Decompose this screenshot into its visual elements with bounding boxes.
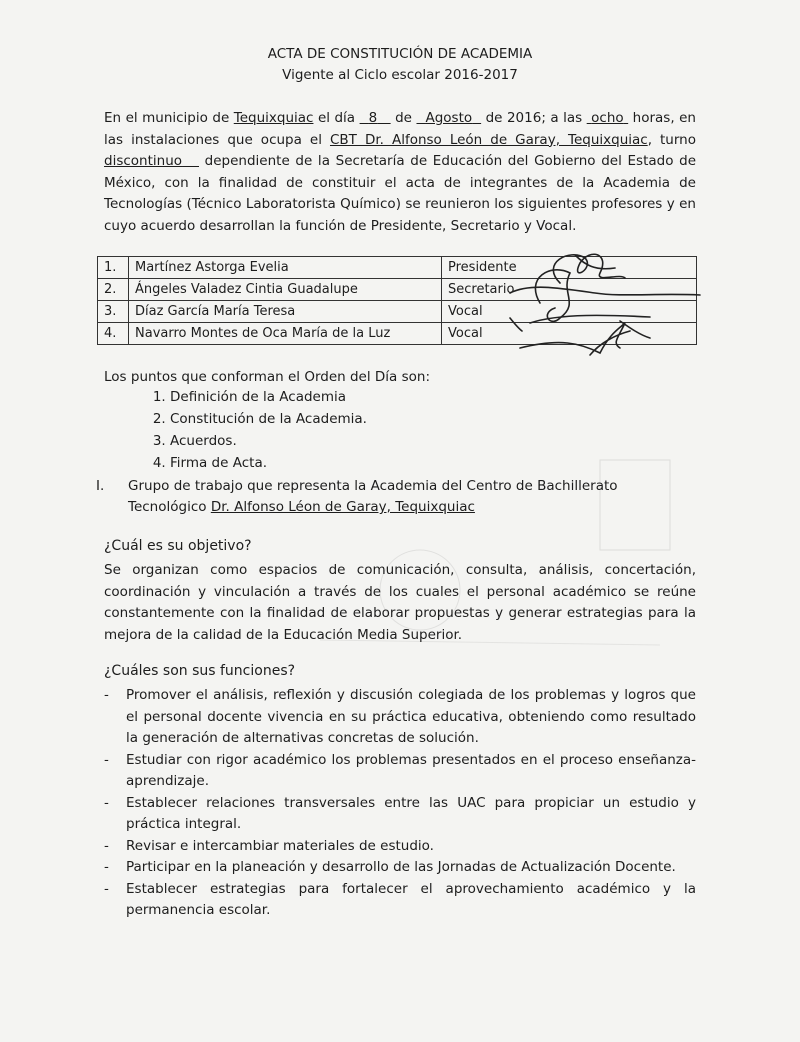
list-item: - Participar en la planeación y desarrollo de las Jornadas de Actualización Docente. [104, 859, 676, 875]
grupo-line-1: Grupo de trabajo que representa la Academia del Centro de Bachillerato [128, 478, 618, 494]
member-name: Ángeles Valadez Cintia Guadalupe [129, 279, 442, 301]
grupo-text [128, 476, 618, 518]
list-item: - Establecer estrategias para fortalecer el aprovechamiento académico y la permanencia escolar. [104, 880, 696, 918]
list-item: 3. Acuerdos. [170, 430, 367, 452]
member-name: Navarro Montes de Oca María de la Luz [129, 323, 442, 345]
list-item: 1. Definición de la Academia [170, 386, 367, 408]
member-role: Presidente [442, 257, 697, 279]
orden-list [148, 386, 367, 474]
grupo-section [96, 476, 618, 518]
municipio-field: Tequixquiac [233, 110, 314, 126]
member-role: Secretario [442, 279, 697, 301]
grupo-line-2: Tecnológico Dr. Alfonso Léon de Garay, Tequixquiac [128, 499, 475, 515]
hora-field: ocho [591, 110, 624, 126]
turno-field: discontinuo [104, 153, 183, 169]
signature-3 [520, 315, 650, 355]
member-role: Vocal [442, 323, 697, 345]
handwritten-signatures [500, 243, 710, 368]
list-item: - Revisar e intercambiar materiales de estudio. [104, 837, 434, 854]
member-number: 4. [98, 323, 129, 345]
funciones-heading: ¿Cuáles son sus funciones? [104, 663, 296, 679]
signature-4 [510, 318, 650, 338]
dia-field: 8 [368, 110, 378, 126]
document-title: ACTA DE CONSTITUCIÓN DE ACADEMIA [267, 46, 533, 62]
roman-numeral: I. [96, 478, 105, 494]
member-number: 3. [98, 301, 129, 323]
document-subtitle: Vigente al Ciclo escolar 2016-2017 [282, 67, 518, 83]
objetivo-paragraph: Se organizan como espacios de comunicación, consulta, análisis, concertación, coordinación y vinculación a través de los cuales el personal académico se reúne constantemente con la finalidad de elaborar propuestas y generar estrategias para la mejora de la calidad de la Educación Media Superior. [104, 562, 696, 643]
list-item: - Establecer relaciones transversales entre las UAC para propiciar un estudio y práctica integral. [104, 794, 696, 832]
funciones-list [104, 685, 696, 922]
list-item: - Promover el análisis, reflexión y discusión colegiada de los problemas y logros que el personal docente vivencia en su práctica educativa, obteniendo como resultado la generación de alternativas concretas de solución. [104, 687, 696, 746]
member-number: 2. [98, 279, 129, 301]
mes-field: Agosto [425, 110, 473, 126]
intro-paragraph: En el municipio de Tequixquiac el día 8 de Agosto de 2016; a las ocho horas, en las instalaciones que ocupa el CBT Dr. Alfonso León de Garay, Tequixquiac, turno discontinuo dependiente de la Secretaría de Educación del Gobierno del Estado de México, con la finalidad de constituir el acta de integrantes de la Academia de Tecnologías (Técnico Laboratorista Químico) se reunieron los siguientes profesores y en cuyo acuerdo desarrollan la función de Presidente, Secretario y Vocal. [104, 110, 696, 234]
member-name: Martínez Astorga Evelia [129, 257, 442, 279]
list-item: - Estudiar con rigor académico los problemas presentados en el proceso enseñanza-aprendizaje. [104, 751, 696, 789]
list-item: 4. Firma de Acta. [170, 452, 367, 474]
signature-1 [553, 254, 625, 283]
member-number: 1. [98, 257, 129, 279]
member-name: Díaz García María Teresa [129, 301, 442, 323]
list-item: 2. Constitución de la Academia. [170, 408, 367, 430]
plantel-field: CBT Dr. Alfonso León de Garay, Tequixquiac [329, 131, 648, 148]
objetivo-heading: ¿Cuál es su objetivo? [104, 538, 252, 554]
orden-label: Los puntos que conforman el Orden del Día son: [104, 369, 431, 385]
member-role: Vocal [442, 301, 697, 323]
